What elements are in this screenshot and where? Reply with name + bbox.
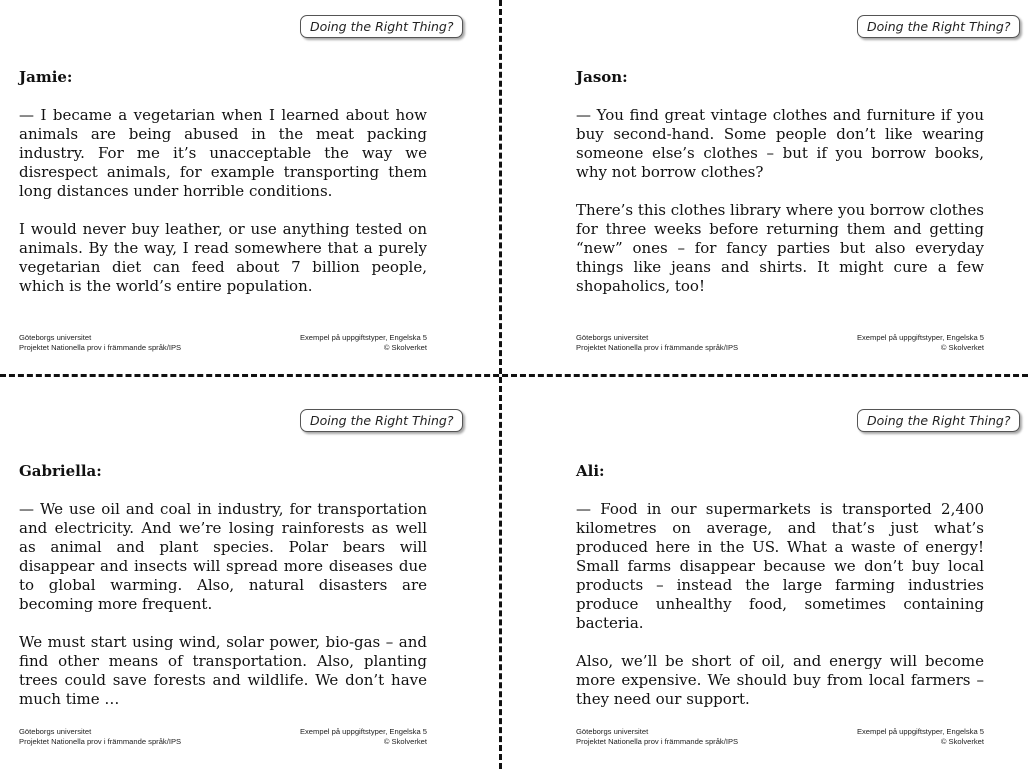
paragraph: — We use oil and coal in industry, for transportation and electricity. And we’re losing rainforests as well as animal and plant species. Polar bears will disappear and insects will spread more diseases due to global warming. Also, natural disasters are becoming more frequent. bbox=[19, 500, 427, 613]
speaker-name: Ali: bbox=[576, 462, 605, 480]
footer-line: Projektet Nationella prov i främmande språk/IPS bbox=[19, 736, 182, 746]
footer-line: Projektet Nationella prov i främmande språk/IPS bbox=[576, 736, 739, 746]
paragraph: We must start using wind, solar power, bio-gas – and find other means of transportation. Also, planting trees could save forests and wildlife. We don’t have much time … bbox=[19, 633, 427, 708]
card-jason bbox=[557, 0, 1028, 360]
footer-line: Exempel på uppgiftstyper, Engelska 5 bbox=[856, 333, 984, 342]
footer-line: Projektet Nationella prov i främmande språk/IPS bbox=[19, 342, 182, 352]
topic-badge: Doing the Right Thing? bbox=[857, 409, 1020, 432]
footer-left bbox=[19, 727, 181, 746]
card-body bbox=[19, 106, 427, 315]
horizontal-cut-line bbox=[0, 374, 1028, 377]
footer-line: © Skolverket bbox=[940, 736, 984, 746]
paragraph: — Food in our supermarkets is transported 2,400 kilometres on average, and that’s just what’s produced here in the US. What a waste of energy! Small farms disappear because we don’t buy local products – instead the large farming industries produce unhealthy food, sometimes containing bacteria. bbox=[576, 500, 984, 632]
footer-line: Exempel på uppgiftstyper, Engelska 5 bbox=[856, 727, 984, 736]
footer-line: Göteborgs universitet bbox=[19, 727, 92, 736]
footer-line: Göteborgs universitet bbox=[576, 333, 649, 342]
footer-line: Exempel på uppgiftstyper, Engelska 5 bbox=[299, 727, 427, 736]
topic-badge: Doing the Right Thing? bbox=[857, 15, 1020, 38]
footer-right bbox=[227, 333, 427, 352]
card-body bbox=[19, 500, 427, 728]
footer-line: Göteborgs universitet bbox=[576, 727, 649, 736]
footer-line: © Skolverket bbox=[383, 736, 427, 746]
speaker-name: Jason: bbox=[576, 68, 628, 86]
topic-badge: Doing the Right Thing? bbox=[300, 15, 463, 38]
paragraph: — I became a vegetarian when I learned about how animals are being abused in the meat packing industry. For me it’s unacceptable the way we disrespect animals, for example transporting them long distances under horrible conditions. bbox=[19, 106, 427, 200]
footer-line: Göteborgs universitet bbox=[19, 333, 92, 342]
card-gabriella bbox=[0, 394, 500, 754]
card-jamie bbox=[0, 0, 500, 360]
topic-badge: Doing the Right Thing? bbox=[300, 409, 463, 432]
speaker-name: Gabriella: bbox=[19, 462, 102, 480]
footer-right bbox=[784, 727, 984, 746]
footer-line: Exempel på uppgiftstyper, Engelska 5 bbox=[299, 333, 427, 342]
card-body bbox=[576, 106, 984, 315]
footer-left bbox=[19, 333, 181, 352]
card-ali bbox=[557, 394, 1028, 754]
card-body bbox=[576, 500, 984, 728]
paragraph: — You find great vintage clothes and furniture if you buy second-hand. Some people don’t like wearing someone else’s clothes – but if you borrow books, why not borrow clothes? bbox=[576, 106, 984, 181]
footer-left bbox=[576, 333, 738, 352]
footer-line: Projektet Nationella prov i främmande språk/IPS bbox=[576, 342, 739, 352]
footer-line: © Skolverket bbox=[383, 342, 427, 352]
speaker-name: Jamie: bbox=[19, 68, 73, 86]
footer-line: © Skolverket bbox=[940, 342, 984, 352]
paragraph: I would never buy leather, or use anything tested on animals. By the way, I read somewhere that a purely vegetarian diet can feed about 7 billion people, which is the world’s entire population. bbox=[19, 220, 427, 295]
paragraph: There’s this clothes library where you borrow clothes for three weeks before returning them and getting “new” ones – for fancy parties but also everyday things like jeans and shirts. It might cure a few shopaholics, too! bbox=[576, 201, 984, 295]
footer-right bbox=[227, 727, 427, 746]
paragraph: Also, we’ll be short of oil, and energy will become more expensive. We should buy from local farmers – they need our support. bbox=[576, 652, 984, 708]
footer-right bbox=[784, 333, 984, 352]
footer-left bbox=[576, 727, 738, 746]
